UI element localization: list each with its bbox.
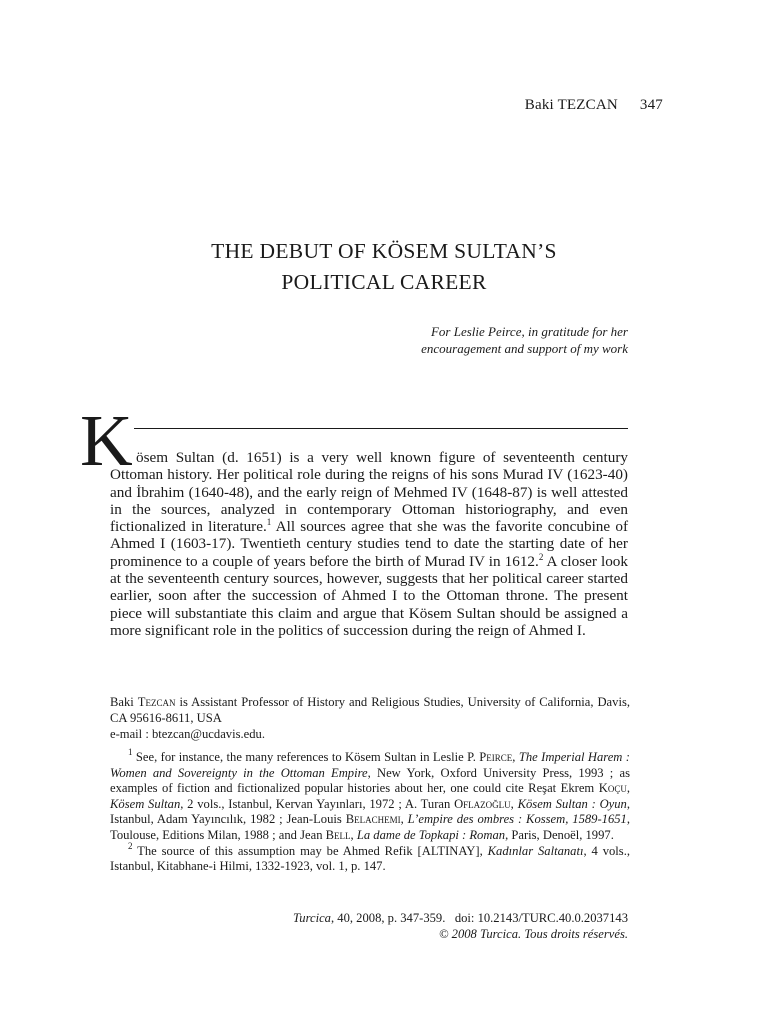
footnote-author: Bell xyxy=(325,827,351,842)
article-title xyxy=(0,236,768,298)
copyright-text: © 2008 Turcica. Tous droits réservés. xyxy=(438,927,628,941)
footnote-2 xyxy=(110,840,630,875)
footnote-text: , 4 vols., Istanbul, Kitabhane-i Hilmi, 1332-1923, vol. 1, p. 147. xyxy=(110,843,630,874)
drop-cap: K xyxy=(80,400,133,481)
footnote-work-title: La dame de Topkapi : Roman xyxy=(356,827,506,842)
journal-name: Turcica xyxy=(292,911,331,925)
doi[interactable]: doi: 10.2143/TURC.40.0.2037143 xyxy=(454,911,628,925)
footnote-work-title: Kadınlar Saltanatı xyxy=(487,843,584,858)
citation-line-1 xyxy=(128,910,628,926)
copyright xyxy=(128,926,628,942)
title-line-1: THE DEBUT OF KÖSEM SULTAN’S xyxy=(211,239,557,263)
author-first-name: Baki xyxy=(110,695,138,709)
footnote-text: , Paris, Denoël, 1997. xyxy=(505,827,614,842)
footnote-text: , xyxy=(626,781,630,796)
citation-details: , 40, 2008, p. 347-359. xyxy=(330,911,446,925)
footnote-author: Belachemi xyxy=(345,812,401,827)
footnote-text: , Toulouse, Editions Milan, 1988 ; and Jean xyxy=(110,812,630,842)
footnote-1-number: 1 xyxy=(128,747,133,757)
footnote-text: The source of this assumption may be Ahmed Refik [ALTINAY], xyxy=(132,843,488,858)
running-head-author: Baki TEZCAN xyxy=(524,97,618,113)
footnote-ref-2[interactable]: 2 xyxy=(538,551,544,562)
body-part-2: All sources agree that she was the favorite concubine of Ahmed I (1603-17). Twentieth century studies tend to date the starting date of her prominence to a couple of years before the birth of Murad IV in 1612. xyxy=(110,518,629,570)
title-line-2: POLITICAL CAREER xyxy=(281,270,487,294)
footnote-text: , 2 vols., Istanbul, Kervan Yayınları, 1972 ; A. Turan xyxy=(180,796,455,811)
footnote-text: , xyxy=(510,796,518,811)
body-part-1: ösem Sultan (d. 1651) is a very well known figure of seventeenth century Ottoman history. Her political role during the reigns of his sons Murad IV (1623-40) and İbrahim (1640-48), and the early reign of Mehmed IV (1648-87) is well attested in the sources, analyzed in contemporary Ottoman historiography, and even fictionalized in literature. xyxy=(110,449,628,536)
author-note xyxy=(110,694,630,742)
footnote-work-title: The Imperial Harem : Women and Sovereignty in the Ottoman Empire xyxy=(110,750,631,780)
author-email[interactable]: e-mail : btezcan@ucdavis.edu. xyxy=(110,727,265,741)
footnote-text: , New York, Oxford University Press, 1993 ; as examples of fiction and fictionalized popular histories about her, one could cite Reşat Ekrem xyxy=(110,765,630,796)
footnote-work-title: Kösem Sultan xyxy=(110,796,181,811)
author-affiliation-text: is Assistant Professor of History and Religious Studies, University of California, Davis, CA 95616-8611, USA xyxy=(110,695,630,725)
author-last-name: Tezcan xyxy=(137,695,176,709)
footnote-text: See, for instance, the many references to Kösem Sultan in Leslie P. xyxy=(132,750,480,764)
journal-citation xyxy=(128,910,628,942)
page-number: 347 xyxy=(639,97,663,113)
footnote-ref-1[interactable]: 1 xyxy=(266,517,272,528)
author-affiliation xyxy=(110,694,630,726)
footnote-author: Oflazoğlu xyxy=(454,796,511,811)
footnote-work-title: L’empire des ombres : Kossem, 1589-1651 xyxy=(407,812,627,827)
footnote-author: Koçu xyxy=(598,781,627,796)
dedication xyxy=(208,323,628,357)
dedication-line-2: encouragement and support of my work xyxy=(421,341,628,356)
footnotes xyxy=(110,747,631,875)
footnote-text: , xyxy=(350,827,357,842)
footnote-1 xyxy=(110,747,631,844)
section-rule xyxy=(134,428,628,429)
body-paragraph xyxy=(110,449,628,639)
footnote-work-title: Kösem Sultan : Oyun xyxy=(517,796,627,811)
running-head xyxy=(525,97,663,114)
dedication-line-1: For Leslie Peirce, in gratitude for her xyxy=(430,324,628,339)
footnote-author: Peirce xyxy=(479,750,513,764)
footnote-text: , Istanbul, Adam Yayıncılık, 1982 ; Jean-Louis xyxy=(110,796,630,827)
footnote-text: , xyxy=(400,812,408,827)
body-part-3: A closer look at the seventeenth century sources, however, suggests that her political career started earlier, soon after the succession of Ahmed I to the Ottoman throne. The present piece will substantiate this claim and argue that Kösem Sultan should be assigned a more significant role in the politics of succession during the reign of Ahmed I. xyxy=(110,552,628,639)
footnote-text: , xyxy=(512,750,519,764)
footnote-2-number: 2 xyxy=(128,840,133,851)
